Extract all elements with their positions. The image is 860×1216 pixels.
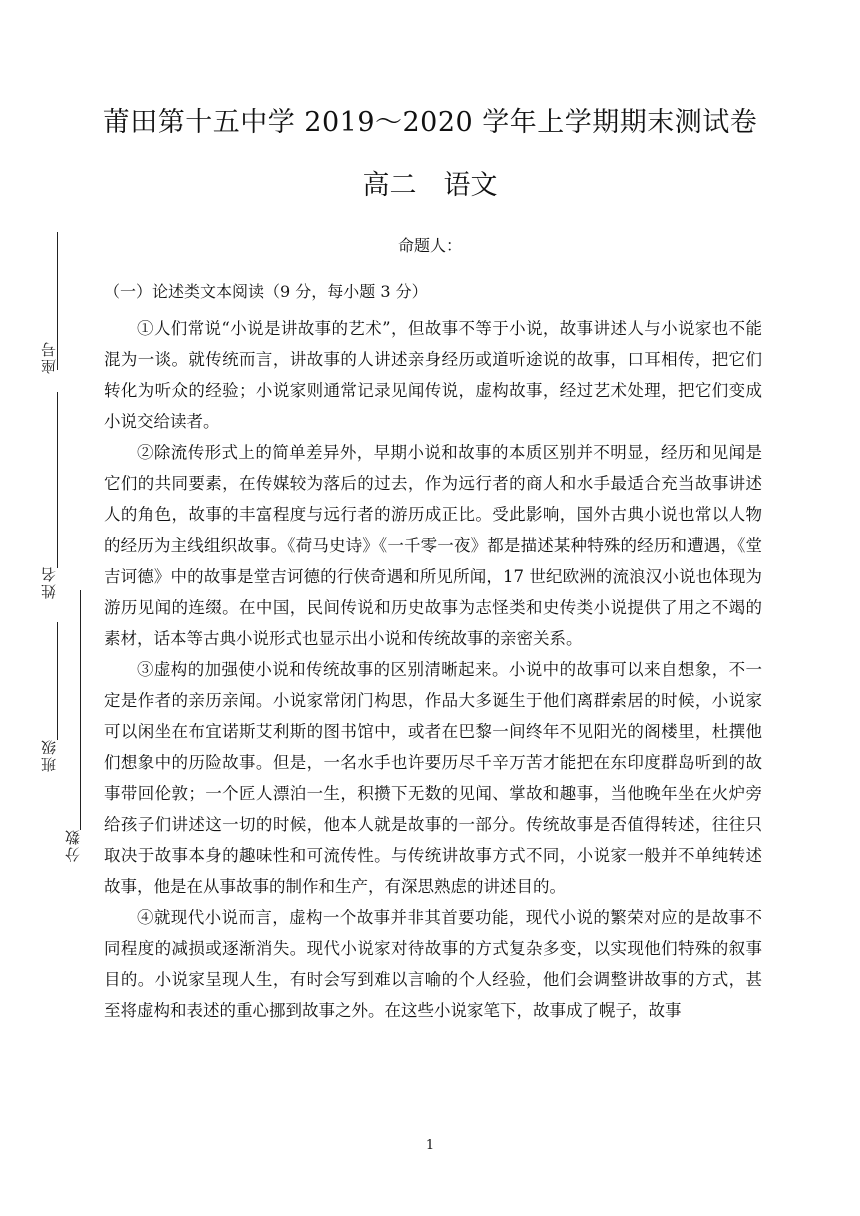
seat-label: 座号 [40,340,58,374]
binding-line-class [57,622,58,740]
exam-subtitle: 高二 语文 [362,170,498,201]
exam-title: 莆田第十五中学 2019～2020 学年上学期期末测试卷 [102,107,758,138]
binding-line-name [57,392,58,568]
paragraph-2: ②除流传形式上的简单差异外，早期小说和故事的本质区别并不明显，经历和见闻是它们的共同要素，在传媒较为落后的过去，作为远行者的商人和水手最适合充当故事讲述人的角色，故事的丰富程度与远行者的游历成正比。受此影响，国外古典小说也常以人物的经历为主线组织故事。《荷马史诗》《一千零一夜》都是描述某种特殊的经历和遭遇，《堂吉诃德》中的故事是堂吉诃德的行侠奇遇和所见所闻，17 世纪欧洲的流浪汉小说也体现为游历见闻的连缀。在中国，民间传说和历史故事为志怪类和史传类小说提供了用之不竭的素材，话本等古典小说形式也显示出小说和传统故事的亲密关系。 [104,443,762,648]
paragraph-1: ①人们常说“小说是讲故事的艺术”，但故事不等于小说，故事讲述人与小说家也不能混为一谈。就传统而言，讲故事的人讲述亲身经历或道听途说的故事，口耳相传，把它们转化为听众的经验；小说家则通常记录见闻传说，虚构故事，经过艺术处理，把它们变成小说交给读者。 [104,319,762,431]
score-label: 分数 [64,828,82,862]
binding-line-score [80,590,81,830]
reading-passage [104,313,762,1026]
name-label: 姓名 [40,565,58,599]
paragraph-3: ③虚构的加强使小说和传统故事的区别清晰起来。小说中的故事可以来自想象，不一定是作者的亲历亲闻。小说家常闭门构思，作品大多诞生于他们离群索居的时候，小说家可以闲坐在布宜诺斯艾利斯的图书馆中，或者在巴黎一间终年不见阳光的阁楼里，杜撰他们想象中的历险故事。但是，一名水手也许要历尽千辛万苦才能把在东印度群岛听到的故事带回伦敦；一个匠人漂泊一生，积攒下无数的见闻、掌故和趣事，当他晚年坐在火炉旁给孩子们讲述这一切的时候，他本人就是故事的一部分。传统故事是否值得转述，往往只取决于故事本身的趣味性和可流传性。与传统讲故事方式不同，小说家一般并不单纯转述故事，他是在从事故事的制作和生产，有深思熟虑的讲述目的。 [104,660,762,896]
section-heading: （一）论述类文本阅读（9 分，每小题 3 分） [104,282,428,301]
page-number: 1 [425,1138,435,1153]
paragraph-4: ④就现代小说而言，虚构一个故事并非其首要功能，现代小说的繁荣对应的是故事不同程度的减损或逐渐消失。现代小说家对待故事的方式复杂多变，以实现他们特殊的叙事目的。小说家呈现人生，有时会写到难以言喻的个人经验，他们会调整讲故事的方式，甚至将虚构和表述的重心挪到故事之外。在这些小说家笔下，故事成了幌子，故事 [104,908,762,1020]
class-label: 班级 [40,738,58,772]
author-label: 命题人： [397,236,462,255]
